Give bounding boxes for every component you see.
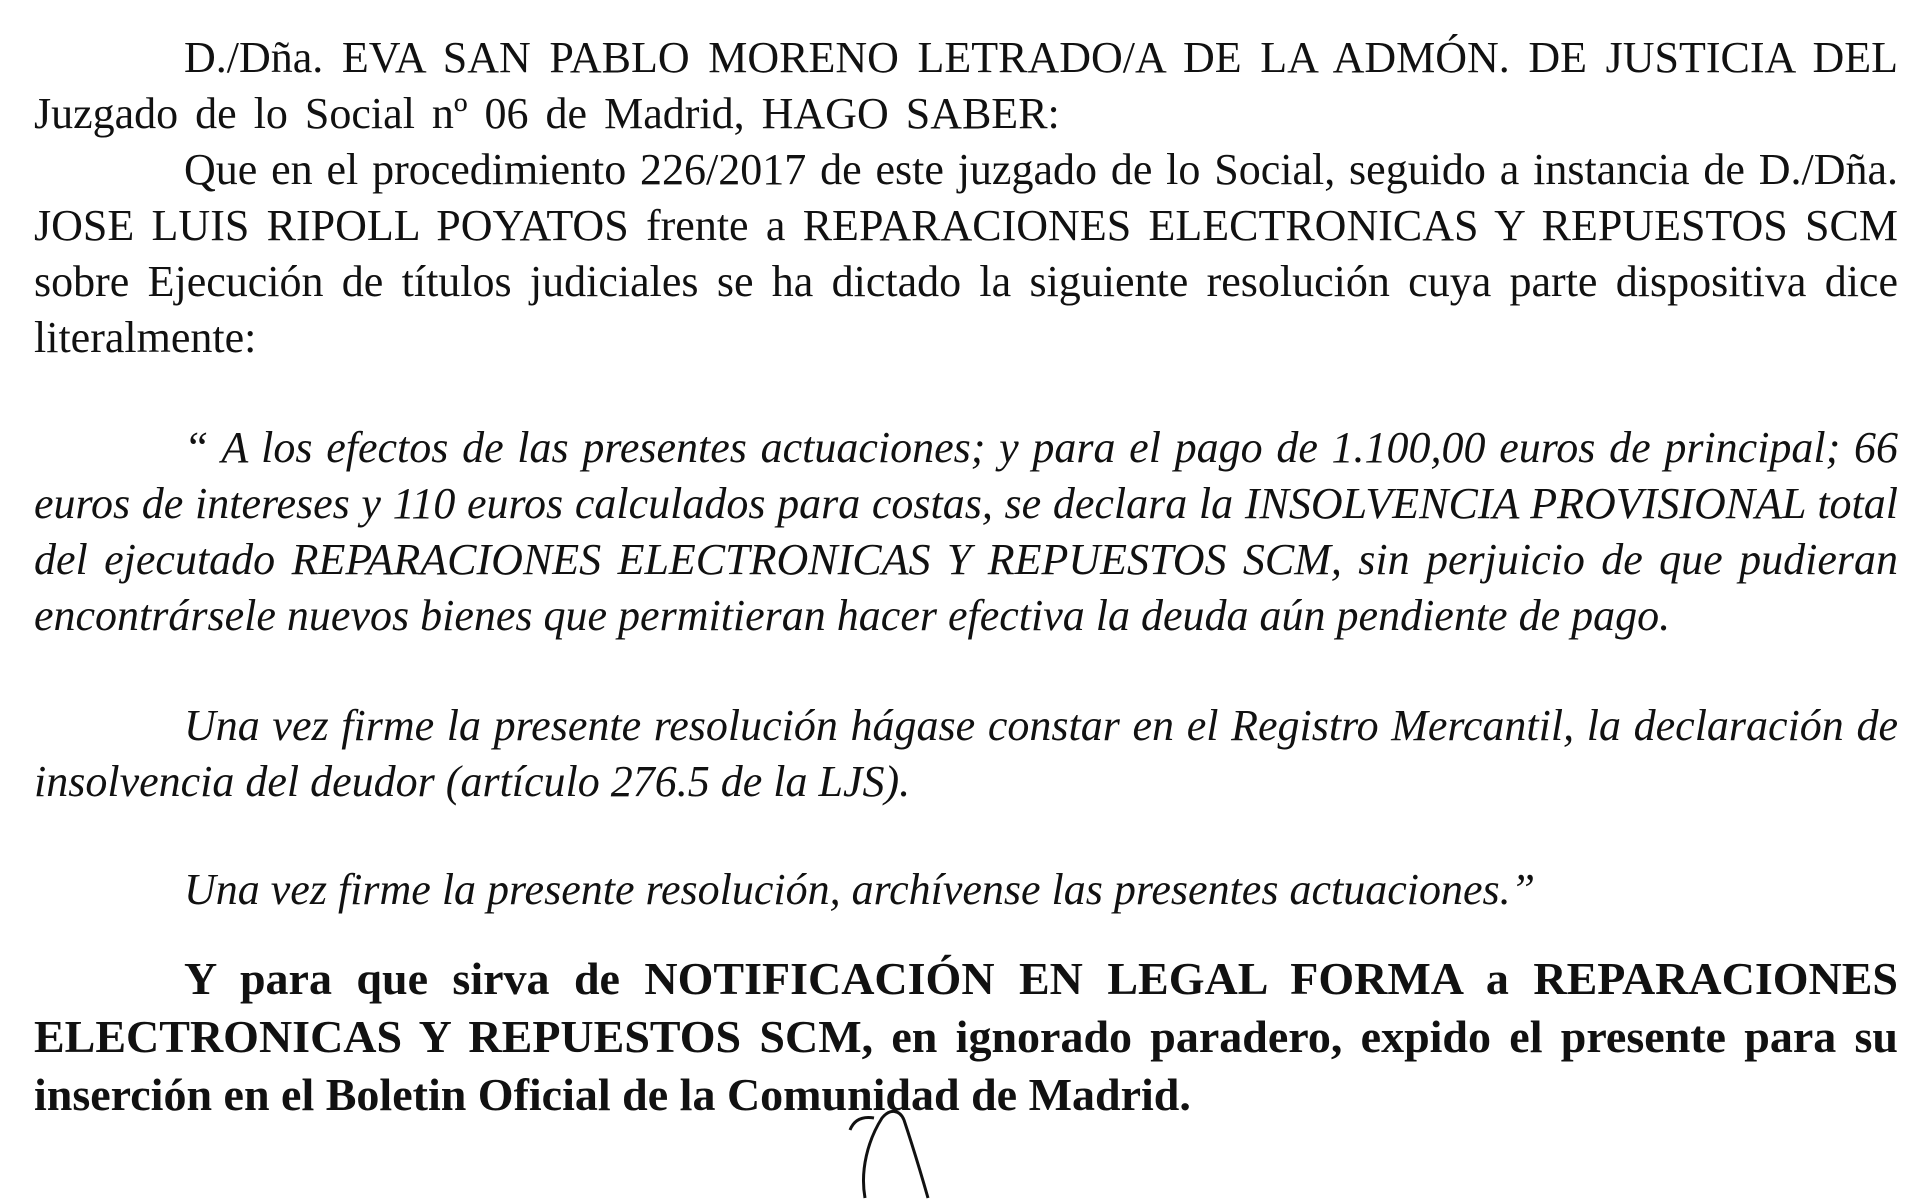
resolution-quote-paragraph-3: Una vez firme la presente resolución, archívense las presentes actuaciones.” [184, 865, 1536, 914]
resolution-quote-paragraph-2: Una vez firme la presente resolución hágase constar en el Registro Mercantil, la declaración de insolvencia del deudor (artículo 276.5 de la LJS). [34, 701, 1898, 806]
notification-paragraph: Y para que sirva de NOTIFICACIÓN EN LEGAL FORMA a REPARACIONES ELECTRONICAS Y REPUESTOS SCM, en ignorado paradero, expido el presente para su inserción en el Boletin Oficial de la Comunidad de Madrid. [34, 953, 1898, 1120]
document-page [34, 30, 1898, 1124]
resolution-quote-paragraph-1: “ A los efectos de las presentes actuaciones; y para el pago de 1.100,00 euros de principal; 66 euros de intereses y 110 euros calculados para costas, se declara la INSOLVENCIA PROVISIONAL total del ejecutado REPARACIONES ELECTRONICAS Y REPUESTOS SCM, sin perjuicio de que pudieran encontrársele nuevos bienes que permitieran hacer efectiva la deuda aún pendiente de pago. [34, 423, 1898, 640]
procedure-paragraph: Que en el procedimiento 226/2017 de este juzgado de lo Social, seguido a instancia de D./Dña. JOSE LUIS RIPOLL POYATOS frente a REPARACIONES ELECTRONICAS Y REPUESTOS SCM sobre Ejecución de títulos judiciales se ha dictado la siguiente resolución cuya parte dispositiva dice literalmente: [34, 145, 1898, 362]
header-paragraph: D./Dña. EVA SAN PABLO MORENO LETRADO/A DE LA ADMÓN. DE JUSTICIA DEL Juzgado de lo Social nº 06 de Madrid, HAGO SABER: [34, 33, 1898, 138]
